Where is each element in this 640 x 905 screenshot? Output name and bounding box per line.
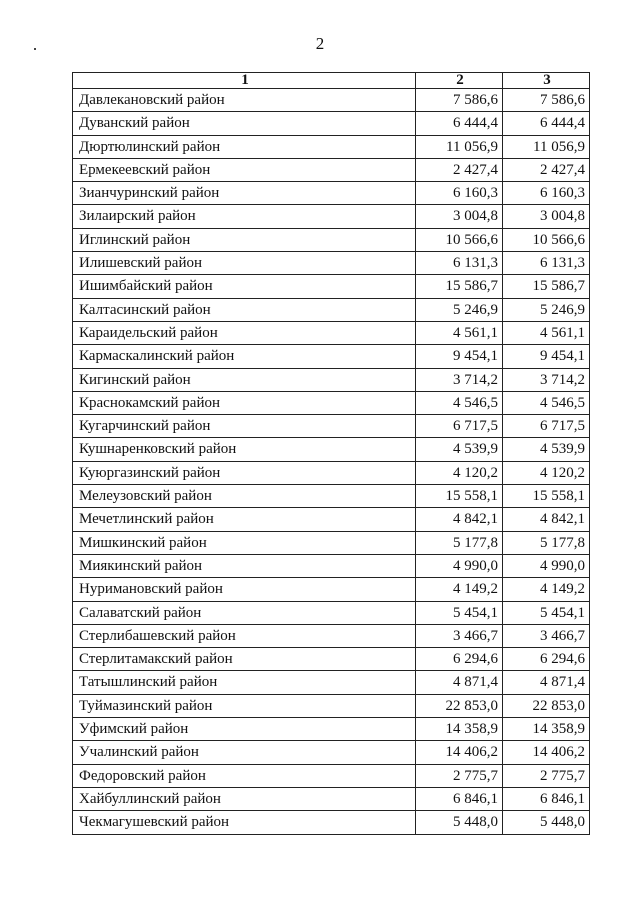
value-col-3-cell: 4 871,4 [503,671,590,694]
value-col-2-cell: 4 561,1 [416,321,503,344]
district-name-cell: Стерлибашевский район [73,624,416,647]
header-col-1: 1 [73,73,416,89]
value-col-2-cell: 4 871,4 [416,671,503,694]
district-table [72,72,590,835]
value-col-2-cell: 2 775,7 [416,764,503,787]
value-col-3-cell: 3 714,2 [503,368,590,391]
district-name-cell: Давлекановский район [73,89,416,112]
value-col-2-cell: 5 246,9 [416,298,503,321]
value-col-3-cell: 9 454,1 [503,345,590,368]
district-name-cell: Куюргазинский район [73,461,416,484]
district-name-cell: Иглинский район [73,228,416,251]
table-row [73,485,590,508]
table-row [73,182,590,205]
value-col-3-cell: 6 131,3 [503,252,590,275]
value-col-2-cell: 4 149,2 [416,578,503,601]
table-row [73,205,590,228]
district-name-cell: Салаватский район [73,601,416,624]
table-row [73,415,590,438]
table-row [73,694,590,717]
value-col-3-cell: 14 406,2 [503,741,590,764]
table-row [73,368,590,391]
value-col-2-cell: 6 717,5 [416,415,503,438]
table-row [73,461,590,484]
table-row [73,811,590,834]
table-row [73,741,590,764]
value-col-3-cell: 4 120,2 [503,461,590,484]
table-row [73,578,590,601]
table-row [73,135,590,158]
value-col-2-cell: 2 427,4 [416,158,503,181]
value-col-2-cell: 3 466,7 [416,624,503,647]
district-name-cell: Кушнаренковский район [73,438,416,461]
value-col-2-cell: 15 586,7 [416,275,503,298]
district-name-cell: Кигинский район [73,368,416,391]
value-col-3-cell: 6 846,1 [503,787,590,810]
table-row [73,671,590,694]
table-row [73,718,590,741]
table-row [73,321,590,344]
value-col-3-cell: 11 056,9 [503,135,590,158]
value-col-3-cell: 6 160,3 [503,182,590,205]
district-name-cell: Учалинский район [73,741,416,764]
value-col-3-cell: 6 444,4 [503,112,590,135]
value-col-3-cell: 5 448,0 [503,811,590,834]
value-col-3-cell: 5 454,1 [503,601,590,624]
table-row [73,391,590,414]
value-col-2-cell: 6 444,4 [416,112,503,135]
table-body [73,89,590,835]
scan-speck [34,48,36,50]
district-name-cell: Калтасинский район [73,298,416,321]
value-col-2-cell: 11 056,9 [416,135,503,158]
district-name-cell: Татышлинский район [73,671,416,694]
table-header [73,73,590,89]
value-col-3-cell: 4 149,2 [503,578,590,601]
value-col-3-cell: 6 717,5 [503,415,590,438]
district-name-cell: Караидельский район [73,321,416,344]
value-col-3-cell: 15 558,1 [503,485,590,508]
district-name-cell: Чекмагушевский район [73,811,416,834]
table-row [73,158,590,181]
value-col-3-cell: 4 561,1 [503,321,590,344]
value-col-2-cell: 22 853,0 [416,694,503,717]
table-row [73,228,590,251]
value-col-2-cell: 6 846,1 [416,787,503,810]
table-row [73,648,590,671]
table-row [73,252,590,275]
table-row [73,764,590,787]
table-row [73,438,590,461]
value-col-3-cell: 14 358,9 [503,718,590,741]
table-row [73,787,590,810]
value-col-3-cell: 3 466,7 [503,624,590,647]
value-col-2-cell: 10 566,6 [416,228,503,251]
district-name-cell: Миякинский район [73,554,416,577]
value-col-3-cell: 3 004,8 [503,205,590,228]
value-col-3-cell: 4 539,9 [503,438,590,461]
district-name-cell: Мечетлинский район [73,508,416,531]
value-col-2-cell: 4 120,2 [416,461,503,484]
district-name-cell: Кармаскалинский район [73,345,416,368]
value-col-2-cell: 4 539,9 [416,438,503,461]
table-row [73,601,590,624]
district-name-cell: Ермекеевский район [73,158,416,181]
table-row [73,508,590,531]
value-col-3-cell: 5 177,8 [503,531,590,554]
value-col-2-cell: 4 842,1 [416,508,503,531]
header-row [73,73,590,89]
district-name-cell: Мелеузовский район [73,485,416,508]
table-row [73,89,590,112]
table-row [73,624,590,647]
district-name-cell: Дуванский район [73,112,416,135]
value-col-3-cell: 4 546,5 [503,391,590,414]
value-col-3-cell: 6 294,6 [503,648,590,671]
value-col-2-cell: 6 131,3 [416,252,503,275]
district-name-cell: Кугарчинский район [73,415,416,438]
value-col-2-cell: 5 177,8 [416,531,503,554]
value-col-3-cell: 5 246,9 [503,298,590,321]
value-col-3-cell: 22 853,0 [503,694,590,717]
value-col-2-cell: 5 448,0 [416,811,503,834]
value-col-2-cell: 5 454,1 [416,601,503,624]
value-col-2-cell: 4 990,0 [416,554,503,577]
value-col-2-cell: 14 358,9 [416,718,503,741]
page-number: 2 [315,34,325,53]
value-col-2-cell: 6 294,6 [416,648,503,671]
district-name-cell: Стерлитамакский район [73,648,416,671]
district-name-cell: Илишевский район [73,252,416,275]
district-name-cell: Мишкинский район [73,531,416,554]
district-name-cell: Ишимбайский район [73,275,416,298]
table-row [73,345,590,368]
value-col-2-cell: 3 004,8 [416,205,503,228]
table-row [73,275,590,298]
header-col-3: 3 [503,73,590,89]
value-col-3-cell: 10 566,6 [503,228,590,251]
table-row [73,554,590,577]
table-row [73,531,590,554]
value-col-2-cell: 3 714,2 [416,368,503,391]
value-col-2-cell: 6 160,3 [416,182,503,205]
header-col-2: 2 [416,73,503,89]
district-name-cell: Зианчуринский район [73,182,416,205]
district-name-cell: Краснокамский район [73,391,416,414]
table-row [73,298,590,321]
value-col-2-cell: 14 406,2 [416,741,503,764]
value-col-2-cell: 15 558,1 [416,485,503,508]
table-row [73,112,590,135]
district-name-cell: Нуримановский район [73,578,416,601]
district-name-cell: Туймазинский район [73,694,416,717]
district-name-cell: Федоровский район [73,764,416,787]
value-col-3-cell: 4 990,0 [503,554,590,577]
value-col-3-cell: 2 427,4 [503,158,590,181]
district-name-cell: Зилаирский район [73,205,416,228]
value-col-2-cell: 7 586,6 [416,89,503,112]
value-col-3-cell: 15 586,7 [503,275,590,298]
value-col-2-cell: 4 546,5 [416,391,503,414]
value-col-2-cell: 9 454,1 [416,345,503,368]
value-col-3-cell: 7 586,6 [503,89,590,112]
value-col-3-cell: 2 775,7 [503,764,590,787]
district-name-cell: Уфимский район [73,718,416,741]
district-name-cell: Хайбуллинский район [73,787,416,810]
district-name-cell: Дюртюлинский район [73,135,416,158]
value-col-3-cell: 4 842,1 [503,508,590,531]
